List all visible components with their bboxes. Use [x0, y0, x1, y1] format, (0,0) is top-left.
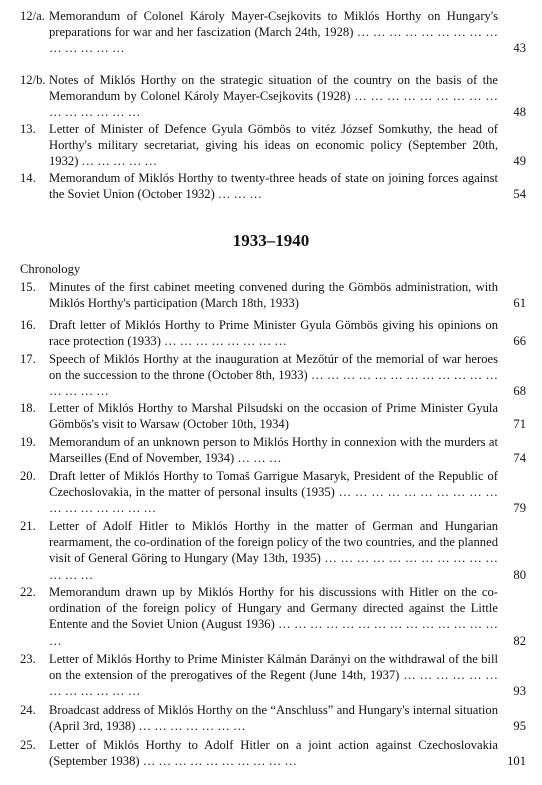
entry-title: Notes of Miklós Horthy on the strategic situation of the country on the basis of the Memorandum by Colonel Károly Mayer-Csejkovits (1928) … … … … … … … … … … … … … … … — [49, 73, 498, 120]
entry-title: Draft letter of Miklós Horthy to Prime Minister Gyula Gömbös giving his opinions on race protection (1933) … … … … … … … … — [49, 318, 498, 349]
toc-entry — [20, 170, 528, 202]
entry-title: Minutes of the first cabinet meeting convened during the Gömbös administration, with Miklós Horthy's participation (March 18th, 1933) — [49, 280, 498, 311]
entry-page: 93 — [513, 684, 526, 699]
toc-entry — [20, 72, 528, 121]
entry-title: Memorandum drawn up by Miklós Horthy for his discussions with Hitler on the co-ordination of the foreign policy of Hungary and Germany directed against the Little Entente and the Soviet Union (August 1936) … … … … … … … … … … … … … … … — [49, 585, 498, 648]
toc-entry — [20, 121, 528, 170]
entry-number: 21. — [20, 519, 36, 533]
entry-title: Draft letter of Miklós Horthy to Tomaš Garrigue Masaryk, President of the Republic of Czechoslovakia, in the matter of personal insults (1935) … … … … … … … … … … … … … … … … … — [49, 469, 498, 516]
entry-title: Letter of Miklós Horthy to Adolf Hitler on a joint action against Czechoslovakia (September 1938) … … … … … … … … … … — [49, 738, 498, 769]
toc-entry — [20, 8, 528, 57]
entry-page: 61 — [513, 296, 526, 311]
toc-entry — [20, 651, 528, 700]
toc-entry — [20, 434, 528, 466]
entry-number: 24. — [20, 703, 36, 717]
toc-entry — [20, 518, 528, 583]
entry-number: 15. — [20, 280, 36, 294]
entry-title: Letter of Adolf Hitler to Miklós Horthy in the matter of German and Hungarian rearmament, the co-ordination of the foreign policy of the two countries, and the planned visit of General Göring to Hungary (May 13th, 1935) … … … … … … … … … … … … … … — [49, 519, 498, 582]
entry-page: 82 — [513, 633, 526, 648]
entry-title: Letter of Miklós Horthy to Prime Minister Kálmán Darányi on the withdrawal of the bill on the extension of the prerogatives of the Regent (June 14th, 1937) … … … … … … … … … … … … — [49, 652, 498, 699]
entry-number: 16. — [20, 318, 36, 332]
toc-entry — [20, 400, 528, 432]
entry-title: Memorandum of an unknown person to Miklós Horthy in connexion with the murders at Marseilles (End of November, 1934) … … … — [49, 435, 498, 466]
toc-entry — [20, 279, 528, 311]
entry-page: 68 — [513, 384, 526, 399]
entry-number: 17. — [20, 352, 36, 366]
toc-entry — [20, 702, 528, 734]
toc-entry — [20, 468, 528, 517]
chronology-label: Chronology — [20, 262, 81, 276]
entry-page: 71 — [513, 417, 526, 432]
entry-title: Letter of Minister of Defence Gyula Gömbös to vitéz József Somkuthy, the head of Horthy's military secretariat, giving his ideas on economic policy (September 20th, 1932) … … … … … — [49, 122, 498, 169]
entry-number: 14. — [20, 171, 36, 185]
entry-page: 80 — [513, 567, 526, 582]
entry-number: 18. — [20, 401, 36, 415]
entry-number: 12/b. — [20, 73, 46, 87]
toc-entry — [20, 737, 528, 769]
entry-page: 54 — [513, 187, 526, 202]
entry-page: 101 — [507, 754, 526, 769]
entry-number: 23. — [20, 652, 36, 666]
toc-entry — [20, 317, 528, 349]
entry-page: 43 — [513, 41, 526, 56]
entry-page: 79 — [513, 501, 526, 516]
toc-entry — [20, 584, 528, 649]
entry-number: 25. — [20, 738, 36, 752]
entry-page: 95 — [513, 719, 526, 734]
entry-page: 48 — [513, 105, 526, 120]
entry-title: Letter of Miklós Horthy to Marshal Pilsudski on the occasion of Prime Minister Gyula Gömbös's visit to Warsaw (October 10th, 1934) — [49, 401, 498, 432]
entry-number: 13. — [20, 122, 36, 136]
entry-title: Speech of Miklós Horthy at the inauguration at Mezőtúr of the memorial of war heroes on the succession to the throne (October 8th, 1933) … … … … … … … … … … … … … … … … — [49, 352, 498, 399]
entry-title: Broadcast address of Miklós Horthy on the “Anschluss” and Hungary's internal situation (April 3rd, 1938) … … … … … … … — [49, 703, 498, 734]
entry-page: 49 — [513, 154, 526, 169]
entry-number: 22. — [20, 585, 36, 599]
entry-number: 12/a. — [20, 9, 45, 23]
entry-title: Memorandum of Miklós Horthy to twenty-three heads of state on joining forces against the Soviet Union (October 1932) … … … — [49, 171, 498, 202]
entry-number: 20. — [20, 469, 36, 483]
entry-page: 66 — [513, 334, 526, 349]
toc-entry — [20, 351, 528, 400]
entry-number: 19. — [20, 435, 36, 449]
section-heading: 1933–1940 — [232, 231, 310, 250]
entry-page: 74 — [513, 451, 526, 466]
entry-title: Memorandum of Colonel Károly Mayer-Csejkovits to Miklós Horthy on Hungary's preparations for war and her fascization (March 24th, 1928) … … … … … … … … … … … … … … — [49, 9, 498, 56]
